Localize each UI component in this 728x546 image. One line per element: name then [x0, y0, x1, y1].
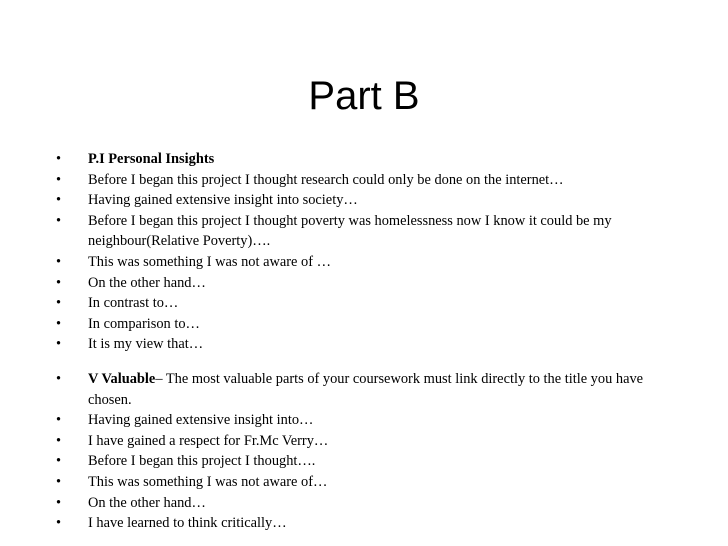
bullet-icon: •: [56, 515, 62, 532]
bullet-item: [56, 149, 666, 170]
bullet-text: On the other hand…: [88, 494, 206, 511]
bullet-item: [56, 190, 666, 211]
bullet-icon: •: [56, 473, 62, 490]
bullet-icon: •: [56, 274, 62, 291]
bullet-item: [56, 293, 666, 314]
bullet-text: On the other hand…: [88, 274, 206, 291]
bullet-item: [56, 314, 666, 335]
bullet-item: [56, 252, 666, 273]
bullet-text: Before I began this project I thought research could only be done on the internet…: [88, 171, 564, 188]
bullet-bold-text: P.I Personal Insights: [88, 151, 215, 167]
bullet-icon: •: [56, 453, 62, 470]
bullet-icon: •: [56, 370, 62, 387]
bullet-icon: •: [56, 151, 62, 167]
bullet-text: This was something I was not aware of …: [88, 253, 331, 270]
bullet-icon: •: [56, 412, 62, 429]
bullet-text: Before I began this project I thought poverty was homelessness now I know it could be my neighbour(Relative Poverty)….: [88, 212, 612, 250]
bullet-icon: •: [56, 253, 62, 270]
bullet-text: It is my view that…: [88, 336, 204, 353]
bullet-icon: •: [56, 494, 62, 511]
bullet-item: [56, 451, 666, 472]
bullet-text: – The most valuable parts of your coursework must link directly to the title you have chosen.: [88, 370, 644, 408]
bullet-item: [56, 273, 666, 294]
bullet-item: [56, 472, 666, 493]
bullet-item: [56, 513, 666, 534]
bullet-icon: •: [56, 212, 62, 229]
bullet-item: [56, 369, 666, 410]
bullet-icon: •: [56, 315, 62, 332]
bullet-text: I have learned to think critically…: [88, 515, 287, 532]
bullet-list: [56, 149, 666, 534]
bullet-item: [56, 170, 666, 191]
slide-title: Part B: [308, 74, 420, 118]
bullet-text: This was something I was not aware of…: [88, 473, 328, 490]
bullet-item: [56, 334, 666, 355]
bullet-text: Having gained extensive insight into…: [88, 412, 314, 429]
bullet-icon: •: [56, 171, 62, 188]
bullet-item: [56, 431, 666, 452]
bullet-item: [56, 410, 666, 431]
bullet-icon: •: [56, 295, 62, 312]
bullet-text: Having gained extensive insight into society…: [88, 192, 358, 209]
bullet-item: [56, 211, 666, 252]
bullet-text: In contrast to…: [88, 295, 179, 312]
bullet-text: In comparison to…: [88, 315, 200, 332]
bullet-icon: •: [56, 336, 62, 353]
bullet-bold-text: V Valuable: [88, 370, 156, 387]
bullet-text: I have gained a respect for Fr.Mc Verry…: [88, 432, 329, 449]
bullet-icon: •: [56, 192, 62, 209]
bullet-icon: •: [56, 432, 62, 449]
bullet-text: Before I began this project I thought….: [88, 453, 316, 470]
bullet-item: [56, 493, 666, 514]
